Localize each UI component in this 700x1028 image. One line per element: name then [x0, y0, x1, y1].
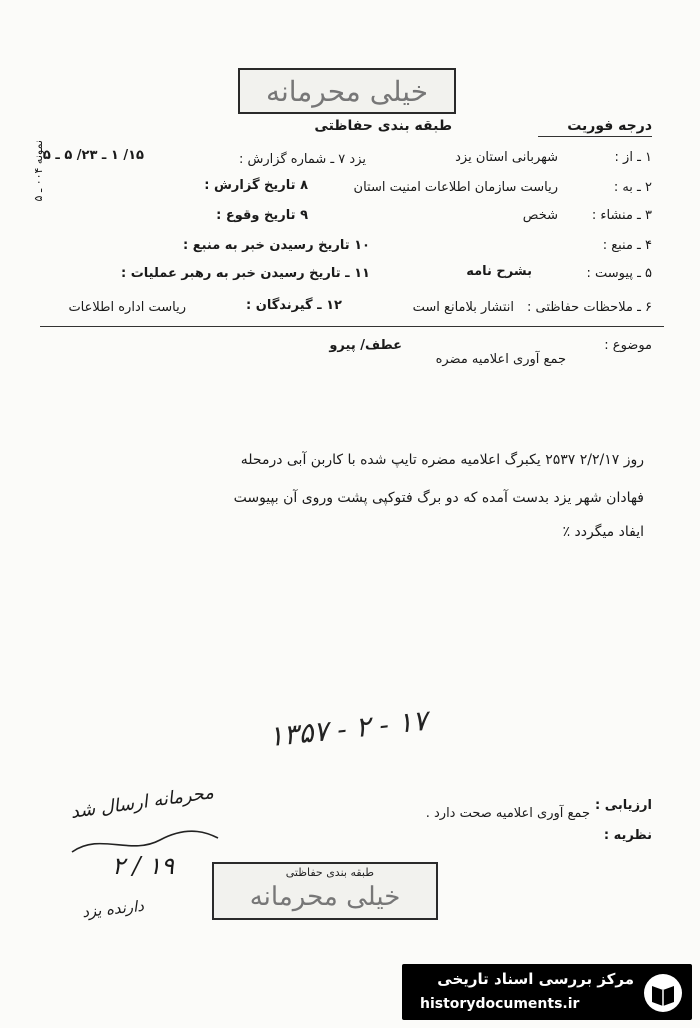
report-number-value: ۱۵/ ۱ ـ ۲۳/ ۵ ـ ۵: [42, 148, 144, 163]
urgency-heading: درجه فوریت: [567, 118, 652, 134]
to-value: ریاست سازمان اطلاعات امنیت استان: [353, 180, 558, 195]
evaluation-label: ارزیابی :: [595, 798, 652, 813]
report-number-label: یزد ۷ ـ شماره گزارش :: [239, 152, 366, 167]
book-icon: [642, 972, 684, 1014]
header-divider: [40, 326, 664, 327]
from-value: شهربانی استان یزد: [455, 150, 558, 165]
classification-heading: طبقه بندی حفاظتی: [314, 118, 452, 134]
origin-value: شخص: [522, 208, 558, 223]
watermark-url: historydocuments.ir: [420, 996, 580, 1012]
security-value: انتشار بلامانع است: [412, 300, 514, 315]
body-line-1: روز ۲/۲/۱۷ ۲۵۳۷ یکبرگ اعلامیه مضره تایپ شده با کاربن آبی درمحله: [240, 452, 644, 468]
subject-value: جمع آوری اعلامیه مضره: [435, 352, 566, 367]
body-line-2: فهادان شهر یزد بدست آمده که دو برگ فتوکپی پشت وروی آن بپیوست: [233, 490, 644, 506]
security-label: ۶ ـ ملاحظات حفاظتی :: [527, 300, 652, 315]
ops-arrival-label: ۱۱ ـ تاریخ رسیدن خبر به رهبر عملیات :: [121, 266, 370, 281]
attachment-label: ۵ ـ پیوست :: [586, 266, 652, 281]
bottom-stamp-label: طبقه بندی حفاظتی: [285, 866, 374, 879]
watermark-logo: [402, 964, 692, 1020]
bottom-classification-stamp: [212, 862, 438, 920]
recipients-label: ۱۲ ـ گیرندگان :: [246, 298, 342, 313]
top-classification-stamp: [238, 68, 456, 114]
evaluation-value: جمع آوری اعلامیه صحت دارد .: [425, 806, 590, 821]
handwritten-date: ۱۷ - ۲ - ۱۳۵۷: [266, 703, 430, 754]
watermark-title: مرکز بررسی اسناد تاریخی: [437, 970, 634, 988]
subject-label: موضوع :: [604, 338, 652, 353]
source-arrival-label: ۱۰ تاریخ رسیدن خبر به منبع :: [183, 238, 370, 253]
origin-label: ۳ ـ منشاء :: [591, 208, 652, 223]
form-side-code: نمونه ۰۰۴ ـ ۵: [32, 140, 45, 202]
report-date-label: ۸ تاریخ گزارش :: [204, 178, 308, 193]
handwritten-note-sent: محرمانه ارسال شد: [69, 782, 216, 823]
handwritten-note-number: ۱۹ / ۲: [112, 852, 175, 880]
attachment-value: بشرح نامه: [466, 264, 532, 279]
recipients-value: ریاست اداره اطلاعات: [68, 300, 186, 315]
from-label: ۱ ـ از :: [614, 150, 652, 165]
event-date-label: ۹ تاریخ وقوع :: [216, 208, 308, 223]
to-label: ۲ ـ به :: [613, 180, 652, 195]
handwritten-note-place: دارنده یزد: [81, 896, 145, 922]
top-stamp-text: خیلی محرمانه: [265, 74, 429, 108]
body-line-3: ایفاد میگردد ٪: [562, 524, 644, 540]
urgency-underline: [538, 136, 652, 137]
bottom-stamp-text: خیلی محرمانه: [249, 882, 401, 912]
opinion-label: نظریه :: [603, 828, 652, 843]
reference-label: عطف/ پیرو: [329, 338, 402, 353]
source-label: ۴ ـ منبع :: [602, 238, 652, 253]
